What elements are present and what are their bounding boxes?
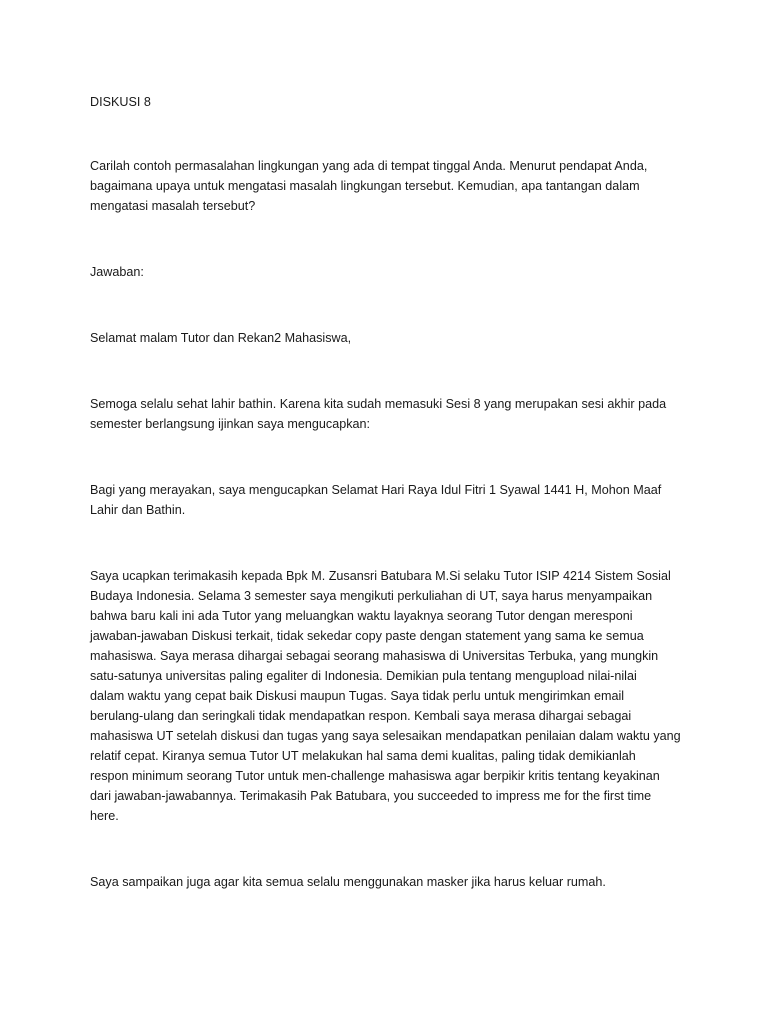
title-line: DISKUSI 8 [90, 95, 151, 109]
thanks-line: mahasiswa. Saya merasa dihargai sebagai seorang mahasiswa di Universitas Terbuka, yang mungkin [90, 649, 659, 663]
thanks-line: satu-satunya universitas paling egaliter di Indonesia. Demikian pula tentang mengupload nilai-nilai [90, 669, 637, 683]
thanks-line: jawaban-jawaban Diskusi terkait, tidak sekedar copy paste dengan statement yang sama ke semua [90, 629, 644, 643]
thanks-line: relatif cepat. Kiranya semua Tutor UT melakukan hal sama demi kualitas, paling tidak demikianlah [90, 749, 636, 763]
answer-label-line: Jawaban: [90, 265, 144, 279]
question-line: mengatasi masalah tersebut? [90, 199, 256, 213]
thanks-line: here. [90, 809, 119, 823]
thanks-paragraph [90, 566, 690, 826]
thanks-line: Saya ucapkan terimakasih kepada Bpk M. Zusansri Batubara M.Si selaku Tutor ISIP 4214 Sistem Sosial [90, 569, 671, 583]
greeting-paragraph [90, 328, 690, 348]
greeting-line: Selamat malam Tutor dan Rekan2 Mahasiswa, [90, 331, 352, 345]
opening-paragraph [90, 394, 690, 434]
thanks-line: bahwa baru kali ini ada Tutor yang meluangkan waktu layaknya seorang Tutor dengan meresponi [90, 609, 633, 623]
mask-reminder-paragraph [90, 872, 690, 892]
thanks-line: mahasiswa UT setelah diskusi dan tugas yang saya selesaikan mendapatkan penilaian dalam waktu yang [90, 729, 681, 743]
opening-line: Semoga selalu sehat lahir bathin. Karena kita sudah memasuki Sesi 8 yang merupakan sesi akhir pada [90, 397, 667, 411]
opening-line: semester berlangsung ijinkan saya mengucapkan: [90, 417, 371, 431]
thanks-line: Budaya Indonesia. Selama 3 semester saya mengikuti perkuliahan di UT, saya harus menyampaikan [90, 589, 653, 603]
thanks-line: dari jawaban-jawabannya. Terimakasih Pak Batubara, you succeeded to impress me for the first time [90, 789, 652, 803]
thanks-line: dalam waktu yang cepat baik Diskusi maupun Tugas. Saya tidak perlu untuk mengirimkan email [90, 689, 625, 703]
question-paragraph [90, 156, 690, 216]
question-line: Carilah contoh permasalahan lingkungan yang ada di tempat tinggal Anda. Menurut pendapat Anda, [90, 159, 648, 173]
question-line: bagaimana upaya untuk mengatasi masalah lingkungan tersebut. Kemudian, apa tantangan dalam [90, 179, 640, 193]
answer-label [90, 262, 690, 282]
eid-greeting-paragraph [90, 480, 690, 520]
eid-greeting-line: Bagi yang merayakan, saya mengucapkan Selamat Hari Raya Idul Fitri 1 Syawal 1441 H, Mohon Maaf [90, 483, 662, 497]
document-title [90, 92, 690, 112]
mask-reminder-line: Saya sampaikan juga agar kita semua selalu menggunakan masker jika harus keluar rumah. [90, 875, 606, 889]
thanks-line: berulang-ulang dan seringkali tidak mendapatkan respon. Kembali saya merasa dihargai sebagai [90, 709, 632, 723]
eid-greeting-line: Lahir dan Bathin. [90, 503, 186, 517]
thanks-line: respon minimum seorang Tutor untuk men-challenge mahasiswa agar berpikir kritis tentang keyakinan [90, 769, 660, 783]
